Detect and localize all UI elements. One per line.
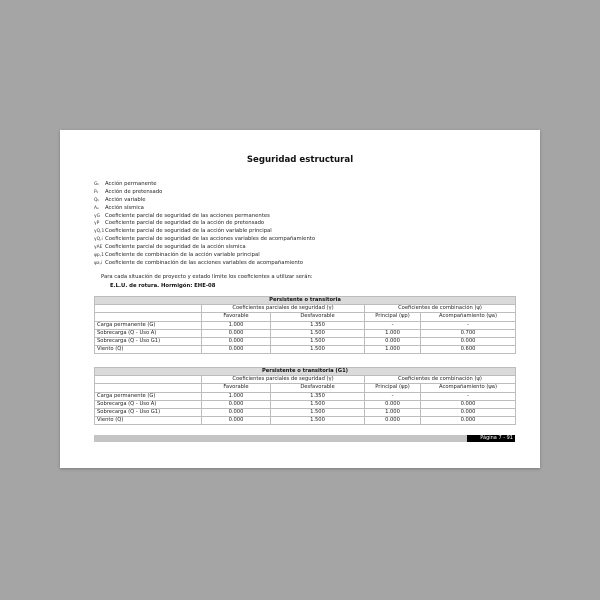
- legend-text: Acción sísmica: [105, 204, 144, 211]
- legend-symbol: Gₖ: [94, 182, 100, 187]
- legend-symbol: Pₖ: [94, 189, 99, 195]
- table-caption: Persistente o transitoria (G1): [95, 368, 516, 376]
- cell-acompanamiento: -: [421, 321, 516, 329]
- legend-symbol: Qₖ: [94, 197, 100, 203]
- cell-favorable: 1.000: [202, 392, 271, 400]
- table-row: [95, 337, 516, 345]
- header-empty-cell: [95, 376, 202, 384]
- legend-item: [94, 205, 315, 213]
- legend-symbol: γQ,i: [94, 237, 103, 243]
- legend-item: [94, 197, 315, 205]
- header-empty-cell: [95, 384, 202, 392]
- header-principal: Principal (ψp): [365, 313, 421, 321]
- cell-favorable: 0.000: [202, 417, 271, 425]
- cell-acompanamiento: 0.600: [421, 346, 516, 354]
- cell-favorable: 0.000: [202, 337, 271, 345]
- legend-text: Coeficiente parcial de seguridad de las acciones permanentes: [105, 212, 270, 219]
- legend-item: [94, 228, 315, 236]
- row-label: Sobrecarga (Q - Uso A): [95, 400, 202, 408]
- legend-text: Coeficiente parcial de seguridad de las acciones variables de acompañamiento: [105, 236, 316, 243]
- header-desfavorable: Desfavorable: [271, 313, 365, 321]
- cell-favorable: 0.000: [202, 329, 271, 337]
- legend-item: [94, 189, 315, 197]
- legend-symbol: ψa,i: [94, 260, 103, 266]
- row-label: Viento (Q): [95, 417, 202, 425]
- cell-principal: -: [365, 321, 421, 329]
- table-row: [95, 400, 516, 408]
- legend-item: [94, 244, 315, 252]
- header-favorable: Favorable: [202, 313, 271, 321]
- cell-acompanamiento: -: [421, 392, 516, 400]
- header-combination-factors: Coeficientes de combinación (ψ): [365, 305, 516, 313]
- row-label: Carga permanente (G): [95, 392, 202, 400]
- legend-symbol: γAE: [94, 245, 103, 251]
- legend-item: [94, 252, 315, 260]
- cell-principal: -: [365, 392, 421, 400]
- row-label: Sobrecarga (Q - Uso G1): [95, 337, 202, 345]
- cell-desfavorable: 1.500: [271, 346, 365, 354]
- cell-desfavorable: 1.500: [271, 408, 365, 416]
- cell-desfavorable: 1.500: [271, 400, 365, 408]
- legend-symbol: γG: [94, 213, 101, 219]
- footer-bar: [94, 435, 467, 442]
- table-row: [95, 392, 516, 400]
- cell-desfavorable: 1.350: [271, 321, 365, 329]
- legend-item: [94, 181, 315, 189]
- symbol-legend: [94, 181, 315, 268]
- cell-acompanamiento: 0.000: [421, 400, 516, 408]
- header-combination-factors: Coeficientes de combinación (ψ): [365, 376, 516, 384]
- row-label: Sobrecarga (Q - Uso A): [95, 329, 202, 337]
- header-principal: Principal (ψp): [365, 384, 421, 392]
- header-empty-cell: [95, 305, 202, 313]
- legend-item: [94, 260, 315, 268]
- cell-principal: 1.000: [365, 408, 421, 416]
- cell-favorable: 0.000: [202, 408, 271, 416]
- document-page: [60, 130, 540, 468]
- legend-text: Acción variable: [105, 196, 146, 203]
- table-row: [95, 408, 516, 416]
- coefficients-table: [94, 296, 516, 354]
- row-label: Carga permanente (G): [95, 321, 202, 329]
- cell-favorable: 0.000: [202, 346, 271, 354]
- cell-acompanamiento: 0.000: [421, 337, 516, 345]
- coefficients-table-g1: [94, 367, 516, 425]
- row-label: Sobrecarga (Q - Uso G1): [95, 408, 202, 416]
- cell-principal: 0.000: [365, 337, 421, 345]
- header-empty-cell: [95, 313, 202, 321]
- table-row: [95, 346, 516, 354]
- legend-text: Acción de pretensado: [105, 188, 163, 195]
- legend-text: Coeficiente parcial de seguridad de la acción de pretensado: [105, 220, 265, 227]
- table-caption: Persistente o transitoria: [95, 297, 516, 305]
- legend-text: Coeficiente parcial de seguridad de la acción variable principal: [105, 228, 272, 235]
- cell-desfavorable: 1.500: [271, 337, 365, 345]
- header-desfavorable: Desfavorable: [271, 384, 365, 392]
- cell-principal: 1.000: [365, 329, 421, 337]
- cell-principal: 0.000: [365, 417, 421, 425]
- table-row: [95, 329, 516, 337]
- cell-acompanamiento: 0.700: [421, 329, 516, 337]
- cell-acompanamiento: 0.000: [421, 408, 516, 416]
- page-title: Seguridad estructural: [246, 155, 354, 165]
- header-acompanamiento: Acompañamiento (ψa): [421, 384, 516, 392]
- legend-symbol: Aₑ: [94, 205, 99, 211]
- legend-symbol: γQ,1: [94, 229, 105, 235]
- cell-principal: 0.000: [365, 400, 421, 408]
- legend-text: Acción permanente: [105, 181, 157, 187]
- cell-desfavorable: 1.500: [271, 417, 365, 425]
- header-safety-factors: Coeficientes parciales de seguridad (γ): [202, 305, 365, 313]
- row-label: Viento (Q): [95, 346, 202, 354]
- intro-text: Para cada situación de proyecto y estado límite los coeficientes a utilizar serán:: [101, 274, 313, 280]
- legend-item: [94, 236, 315, 244]
- table-row: [95, 321, 516, 329]
- legend-text: Coeficiente parcial de seguridad de la acción sísmica: [105, 244, 246, 251]
- cell-favorable: 1.000: [202, 321, 271, 329]
- legend-symbol: ψp,1: [94, 253, 104, 259]
- cell-acompanamiento: 0.000: [421, 417, 516, 425]
- cell-principal: 1.000: [365, 346, 421, 354]
- legend-text: Coeficiente de combinación de las acciones variables de acompañamiento: [105, 259, 304, 266]
- cell-favorable: 0.000: [202, 400, 271, 408]
- cell-desfavorable: 1.500: [271, 329, 365, 337]
- header-safety-factors: Coeficientes parciales de seguridad (γ): [202, 376, 365, 384]
- legend-symbol: γP: [94, 221, 100, 227]
- cell-desfavorable: 1.350: [271, 392, 365, 400]
- legend-text: Coeficiente de combinación de la acción variable principal: [105, 252, 260, 259]
- page-number: Página 7 - 91: [467, 435, 515, 442]
- header-favorable: Favorable: [202, 384, 271, 392]
- header-acompanamiento: Acompañamiento (ψa): [421, 313, 516, 321]
- section-heading: E.L.U. de rotura. Hormigón: EHE-08: [110, 283, 216, 289]
- table-row: [95, 417, 516, 425]
